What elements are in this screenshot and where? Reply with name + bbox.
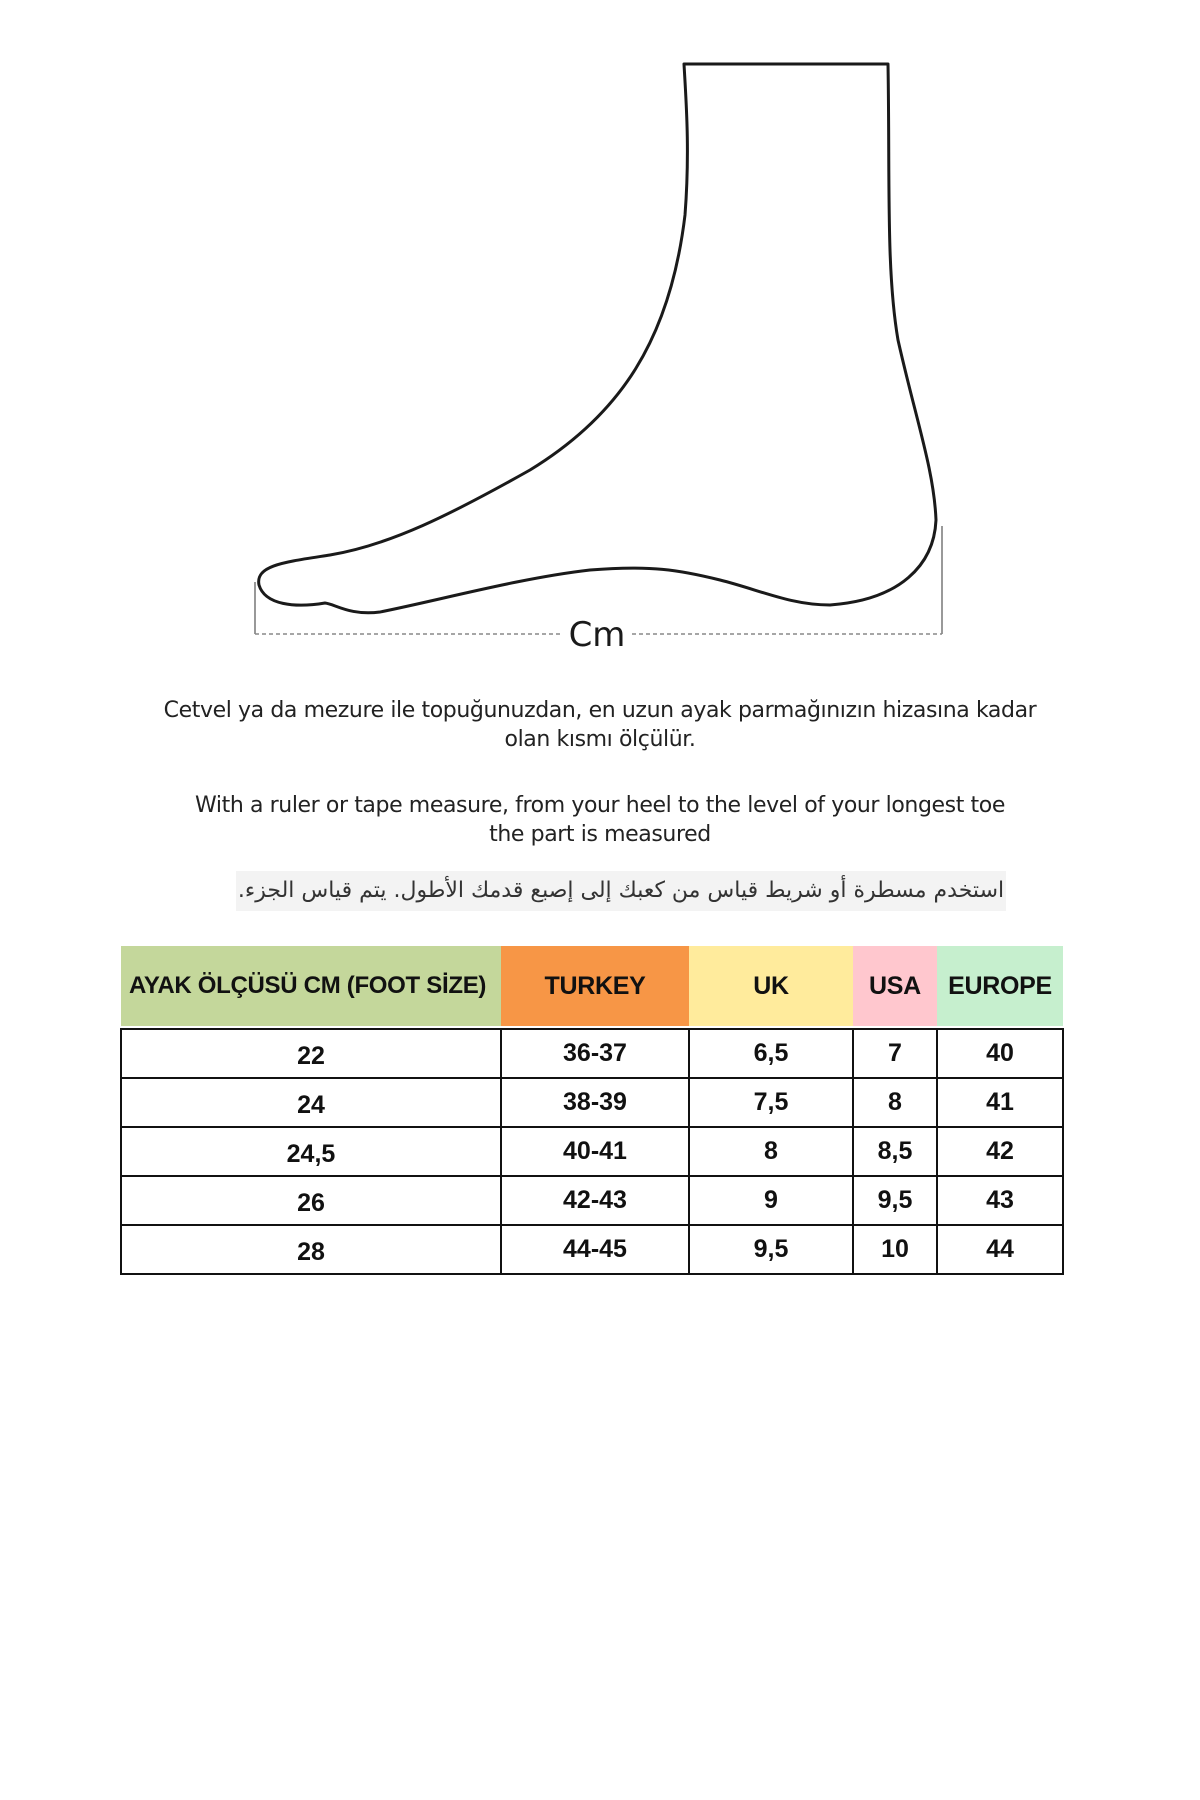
cell-turkey: 42-43 xyxy=(501,1176,689,1225)
instruction-turkish-line-2: olan kısmı ölçülür. xyxy=(504,727,696,752)
table-row xyxy=(121,1176,1063,1225)
instruction-english xyxy=(0,791,1200,849)
cell-usa: 7 xyxy=(853,1029,937,1078)
foot-outline xyxy=(259,64,936,613)
cell-uk: 7,5 xyxy=(689,1078,853,1127)
instruction-english-line-1: With a ruler or tape measure, from your heel to the level of your longest toe xyxy=(195,793,1005,818)
cm-label: Cm xyxy=(568,615,626,655)
header-europe: EUROPE xyxy=(937,946,1063,1026)
cell-turkey: 36-37 xyxy=(501,1029,689,1078)
cell-foot-cm: 28 xyxy=(121,1225,501,1274)
cell-europe: 42 xyxy=(937,1127,1063,1176)
cell-usa: 8,5 xyxy=(853,1127,937,1176)
table-row xyxy=(121,1078,1063,1127)
instruction-turkish-line-1: Cetvel ya da mezure ile topuğunuzdan, en uzun ayak parmağınızın hizasına kadar xyxy=(163,698,1037,723)
cell-uk: 9,5 xyxy=(689,1225,853,1274)
cell-usa: 9,5 xyxy=(853,1176,937,1225)
instruction-turkish xyxy=(0,696,1200,754)
instruction-arabic: استخدم مسطرة أو شريط قياس من كعبك إلى إصبع قدمك الأطول. يتم قياس الجزء. xyxy=(236,871,1006,911)
foot-measurement-figure xyxy=(0,0,1200,660)
size-chart-header-row xyxy=(121,946,1063,1026)
foot-outline-illustration xyxy=(0,0,1200,660)
cell-foot-cm: 24 xyxy=(121,1078,501,1127)
cell-europe: 40 xyxy=(937,1029,1063,1078)
cell-uk: 6,5 xyxy=(689,1029,853,1078)
cell-europe: 43 xyxy=(937,1176,1063,1225)
instruction-english-line-2: the part is measured xyxy=(489,822,711,847)
cell-uk: 9 xyxy=(689,1176,853,1225)
cell-turkey: 44-45 xyxy=(501,1225,689,1274)
table-row xyxy=(121,1127,1063,1176)
cell-turkey: 38-39 xyxy=(501,1078,689,1127)
header-foot-size: AYAK ÖLÇÜSÜ CM (FOOT SİZE) xyxy=(121,946,501,1026)
header-turkey: TURKEY xyxy=(501,946,689,1026)
header-uk: UK xyxy=(689,946,853,1026)
cell-europe: 44 xyxy=(937,1225,1063,1274)
header-usa: USA xyxy=(853,946,937,1026)
cell-foot-cm: 26 xyxy=(121,1176,501,1225)
cell-usa: 8 xyxy=(853,1078,937,1127)
table-row xyxy=(121,1029,1063,1078)
table-row xyxy=(121,1225,1063,1274)
cell-foot-cm: 24,5 xyxy=(121,1127,501,1176)
cell-europe: 41 xyxy=(937,1078,1063,1127)
cell-uk: 8 xyxy=(689,1127,853,1176)
size-chart-table xyxy=(120,946,1064,1275)
cell-turkey: 40-41 xyxy=(501,1127,689,1176)
cell-foot-cm: 22 xyxy=(121,1029,501,1078)
cell-usa: 10 xyxy=(853,1225,937,1274)
